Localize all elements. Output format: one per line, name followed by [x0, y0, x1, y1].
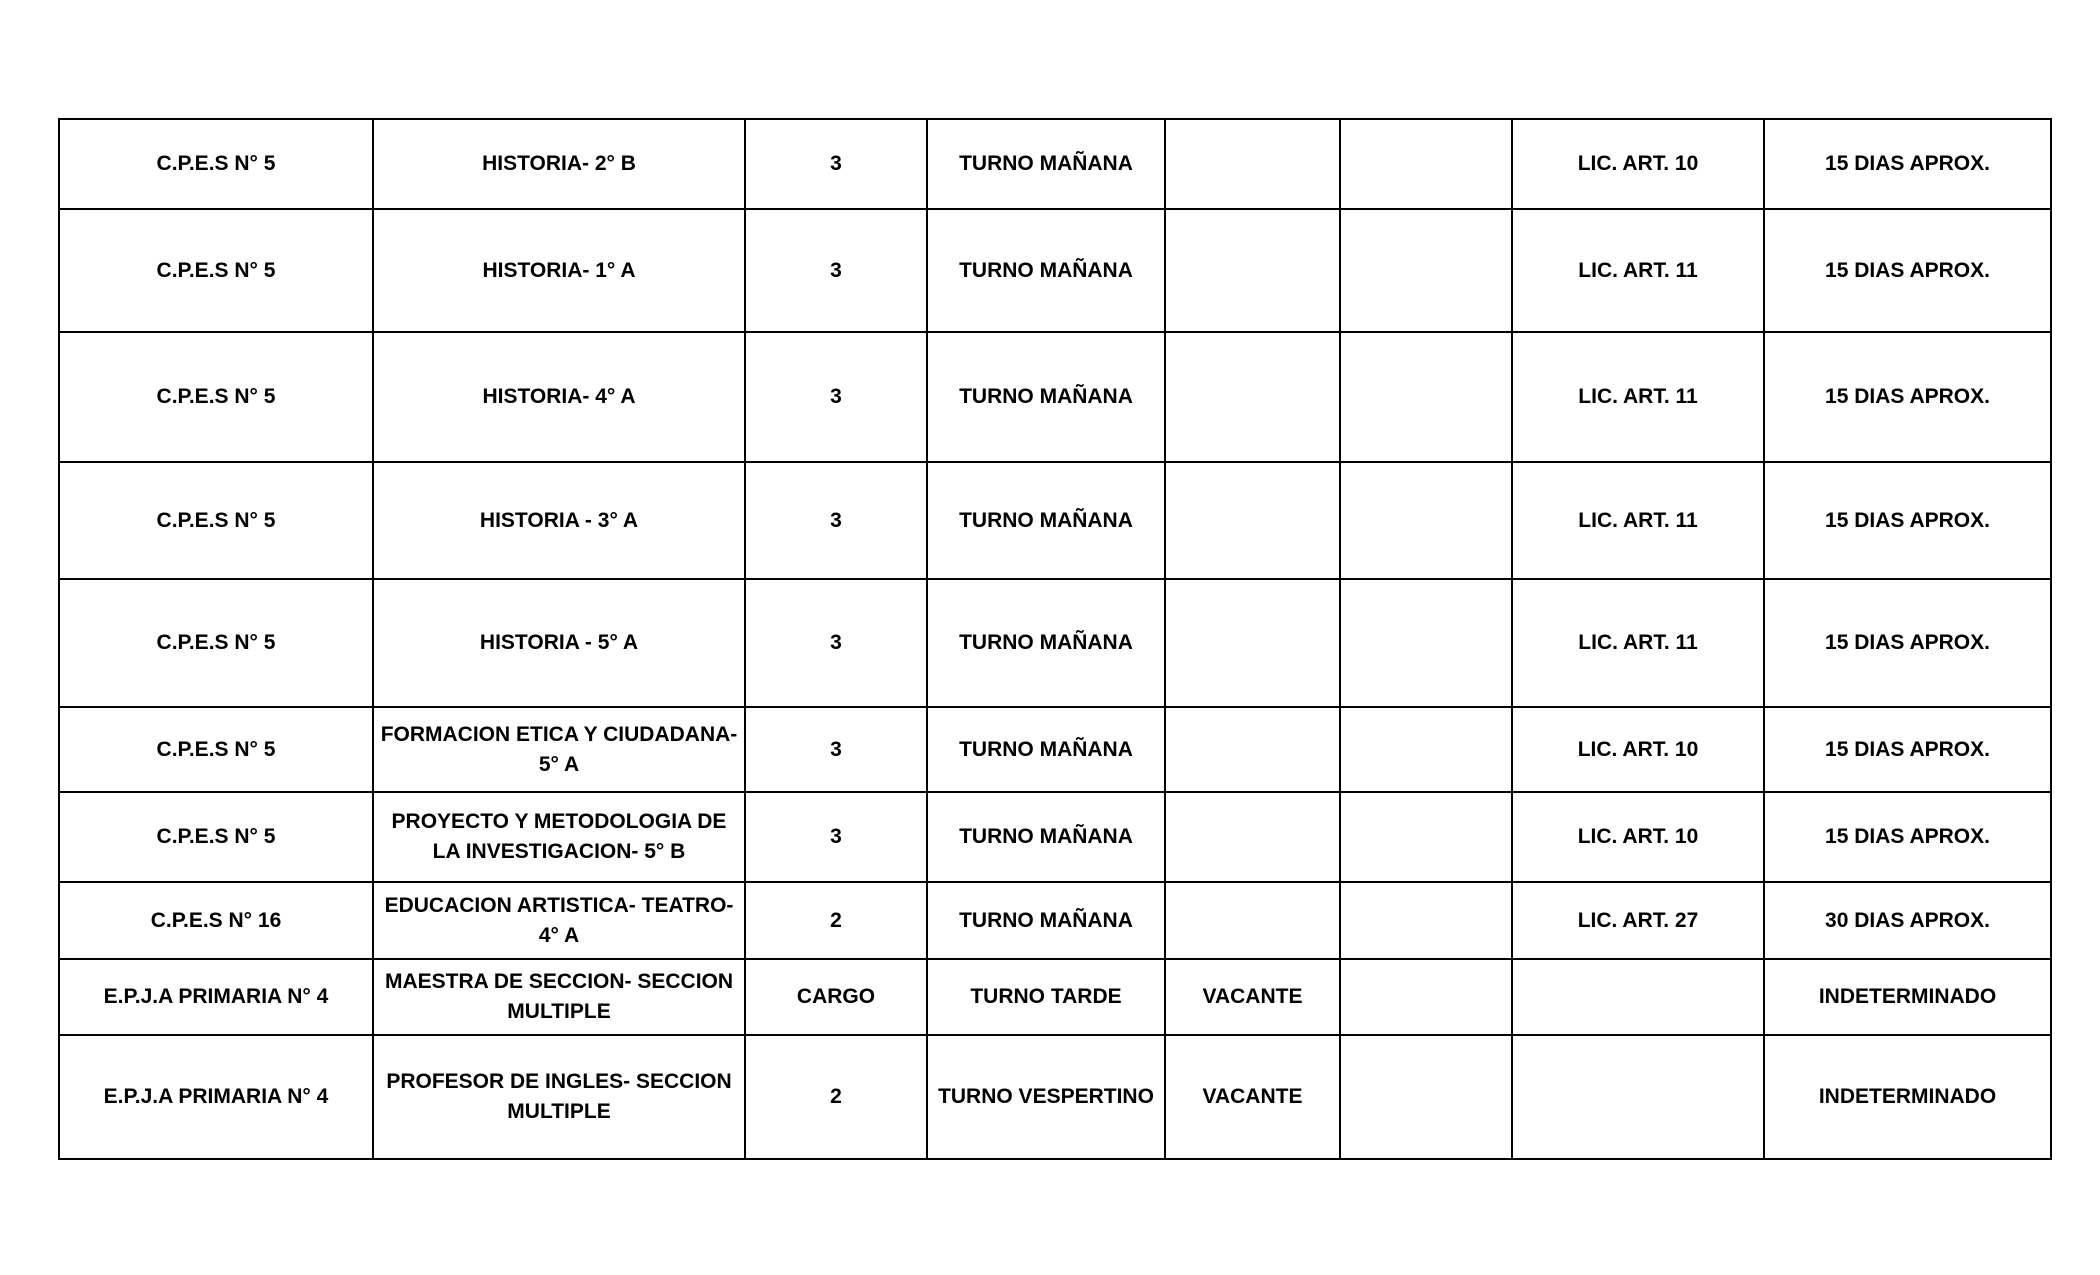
status-cell: VACANTE: [1165, 959, 1340, 1035]
subject-cell: HISTORIA- 2° B: [373, 119, 745, 209]
status-cell: [1165, 882, 1340, 959]
subject-cell: EDUCACION ARTISTICA- TEATRO- 4° A: [373, 882, 745, 959]
empty-cell: [1340, 959, 1512, 1035]
table-row: [59, 792, 2051, 882]
shift-cell: TURNO MAÑANA: [927, 707, 1165, 792]
empty-cell: [1340, 579, 1512, 707]
table-row: [59, 119, 2051, 209]
leave-cell: [1512, 1035, 1764, 1159]
table-row: [59, 332, 2051, 462]
hours-cell: 3: [745, 792, 927, 882]
empty-cell: [1340, 1035, 1512, 1159]
duration-cell: 15 DIAS APROX.: [1764, 209, 2051, 332]
duration-cell: INDETERMINADO: [1764, 959, 2051, 1035]
subject-cell: PROYECTO Y METODOLOGIA DE LA INVESTIGACION- 5° B: [373, 792, 745, 882]
shift-cell: TURNO MAÑANA: [927, 792, 1165, 882]
leave-cell: [1512, 959, 1764, 1035]
status-cell: [1165, 209, 1340, 332]
table-row: [59, 462, 2051, 579]
empty-cell: [1340, 462, 1512, 579]
school-cell: C.P.E.S N° 5: [59, 707, 373, 792]
shift-cell: TURNO VESPERTINO: [927, 1035, 1165, 1159]
leave-cell: LIC. ART. 11: [1512, 579, 1764, 707]
duration-cell: 15 DIAS APROX.: [1764, 332, 2051, 462]
shift-cell: TURNO MAÑANA: [927, 882, 1165, 959]
empty-cell: [1340, 332, 1512, 462]
duration-cell: 15 DIAS APROX.: [1764, 579, 2051, 707]
table-row: [59, 1035, 2051, 1159]
hours-cell: 3: [745, 209, 927, 332]
school-cell: C.P.E.S N° 5: [59, 792, 373, 882]
status-cell: [1165, 707, 1340, 792]
duration-cell: 15 DIAS APROX.: [1764, 462, 2051, 579]
empty-cell: [1340, 707, 1512, 792]
shift-cell: TURNO MAÑANA: [927, 462, 1165, 579]
hours-cell: 2: [745, 882, 927, 959]
subject-cell: HISTORIA- 1° A: [373, 209, 745, 332]
table-row: [59, 882, 2051, 959]
leave-cell: LIC. ART. 11: [1512, 209, 1764, 332]
school-cell: C.P.E.S N° 5: [59, 462, 373, 579]
hours-cell: 2: [745, 1035, 927, 1159]
status-cell: VACANTE: [1165, 1035, 1340, 1159]
table-row: [59, 209, 2051, 332]
hours-cell: 3: [745, 462, 927, 579]
status-cell: [1165, 119, 1340, 209]
status-cell: [1165, 332, 1340, 462]
subject-cell: HISTORIA- 4° A: [373, 332, 745, 462]
table-row: [59, 707, 2051, 792]
leave-cell: LIC. ART. 10: [1512, 792, 1764, 882]
empty-cell: [1340, 792, 1512, 882]
duration-cell: 15 DIAS APROX.: [1764, 119, 2051, 209]
table-row: [59, 959, 2051, 1035]
status-cell: [1165, 462, 1340, 579]
table-row: [59, 579, 2051, 707]
leave-cell: LIC. ART. 10: [1512, 707, 1764, 792]
empty-cell: [1340, 882, 1512, 959]
shift-cell: TURNO MAÑANA: [927, 119, 1165, 209]
leave-cell: LIC. ART. 27: [1512, 882, 1764, 959]
duration-cell: INDETERMINADO: [1764, 1035, 2051, 1159]
leave-cell: LIC. ART. 10: [1512, 119, 1764, 209]
hours-cell: 3: [745, 119, 927, 209]
leave-cell: LIC. ART. 11: [1512, 462, 1764, 579]
empty-cell: [1340, 209, 1512, 332]
school-cell: C.P.E.S N° 16: [59, 882, 373, 959]
school-cell: C.P.E.S N° 5: [59, 332, 373, 462]
leave-cell: LIC. ART. 11: [1512, 332, 1764, 462]
subject-cell: PROFESOR DE INGLES- SECCION MULTIPLE: [373, 1035, 745, 1159]
hours-cell: CARGO: [745, 959, 927, 1035]
school-cell: C.P.E.S N° 5: [59, 119, 373, 209]
school-cell: C.P.E.S N° 5: [59, 209, 373, 332]
school-cell: E.P.J.A PRIMARIA N° 4: [59, 959, 373, 1035]
hours-cell: 3: [745, 332, 927, 462]
duration-cell: 15 DIAS APROX.: [1764, 707, 2051, 792]
empty-cell: [1340, 119, 1512, 209]
hours-cell: 3: [745, 579, 927, 707]
shift-cell: TURNO MAÑANA: [927, 209, 1165, 332]
duration-cell: 15 DIAS APROX.: [1764, 792, 2051, 882]
vacancy-table: [58, 118, 2052, 1160]
school-cell: E.P.J.A PRIMARIA N° 4: [59, 1035, 373, 1159]
subject-cell: MAESTRA DE SECCION- SECCION MULTIPLE: [373, 959, 745, 1035]
shift-cell: TURNO MAÑANA: [927, 579, 1165, 707]
subject-cell: HISTORIA - 5° A: [373, 579, 745, 707]
subject-cell: FORMACION ETICA Y CIUDADANA- 5° A: [373, 707, 745, 792]
duration-cell: 30 DIAS APROX.: [1764, 882, 2051, 959]
status-cell: [1165, 792, 1340, 882]
shift-cell: TURNO MAÑANA: [927, 332, 1165, 462]
subject-cell: HISTORIA - 3° A: [373, 462, 745, 579]
shift-cell: TURNO TARDE: [927, 959, 1165, 1035]
hours-cell: 3: [745, 707, 927, 792]
school-cell: C.P.E.S N° 5: [59, 579, 373, 707]
status-cell: [1165, 579, 1340, 707]
